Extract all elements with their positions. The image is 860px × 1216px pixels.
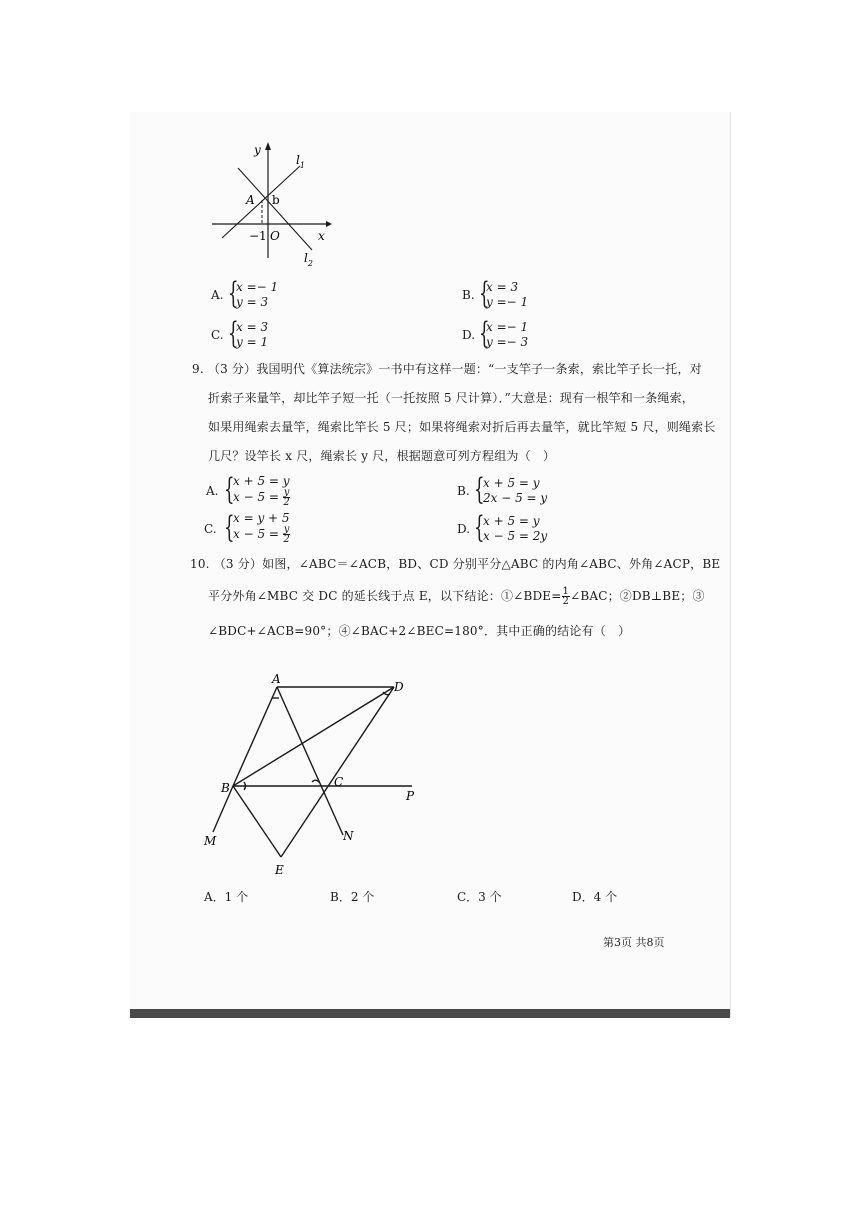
q10-choice-c[interactable]: C．3 个 [457, 890, 502, 904]
q9-option-a-brace: { [224, 472, 235, 507]
q9-option-a-eq2: x − 5 = $\frac{y}{2}$ [233, 487, 290, 508]
q10-choice-d[interactable]: D．4 个 [572, 890, 618, 904]
q8-option-a-letter[interactable]: A. [211, 288, 224, 302]
q8-option-c-letter[interactable]: C. [211, 328, 224, 342]
q9-option-c-eq2: x − 5 = $\frac{y}{2}$ [233, 524, 290, 545]
q8-x-axis-label: x [318, 229, 325, 243]
q8-option-c-eq1: x = 3 [236, 320, 269, 334]
q8-option-a-brace: { [228, 276, 239, 311]
q9-option-d-eq1: x + 5 = y [483, 514, 540, 528]
q8-option-b-eq2: y =− 1 [486, 295, 529, 309]
q10-text-line-2: 平分外角∠MBC 交 DC 的延长线于点 E，以下结论：①∠BDE= $\frac{1}{2}$ ∠BAC；②DB⊥BE；③ [208, 586, 705, 607]
q8-origin-label: O [270, 229, 280, 243]
q8-option-b-brace: { [479, 276, 490, 311]
q10-label-n: N [343, 829, 354, 843]
q9-option-d-letter[interactable]: D. [457, 522, 471, 536]
q8-l1-label: $l_1$ [296, 153, 305, 170]
q9-option-b-eq2: 2x − 5 = y [483, 491, 548, 505]
q9-option-a-eq1: x + 5 = y [233, 474, 290, 488]
q9-text-line-2: 折索子来量竿，却比竿子短一托（一托按照 5 尺计算）．”大意是：现有一根竿和一条绳索， [208, 391, 695, 405]
q9-text-line-4: 几尺？设竿长 x 尺，绳索长 y 尺，根据题意可列方程组为（ ） [208, 449, 556, 463]
q10-label-c: C [334, 775, 344, 789]
q9-text-line-3: 如果用绳索去量竿，绳索比竿长 5 尺；如果将绳索对折后再去量竿，就比竿短 5 尺，则绳索长 [208, 420, 716, 434]
q8-point-b-label: b [272, 193, 280, 207]
q9-option-b-letter[interactable]: B. [457, 484, 470, 498]
q10-geometry-figure [200, 670, 425, 880]
q10-label-e: E [275, 863, 284, 877]
q10-label-p: P [406, 789, 415, 803]
q9-option-c-eq1: x = y + 5 [233, 511, 290, 525]
page-bottom-divider [130, 1009, 730, 1018]
q9-text-line-1: 9. （3 分）我国明代《算法统宗》一书中有这样一题：“一支竿子一条索，索比竿子长一托，对 [192, 362, 702, 376]
q8-l2-label: $l_2$ [304, 251, 313, 268]
q8-option-d-brace: { [479, 316, 490, 351]
q10-label-a: A [272, 672, 281, 686]
q10-choice-b[interactable]: B．2 个 [330, 890, 375, 904]
q8-option-b-eq1: x = 3 [486, 280, 519, 294]
q8-option-d-eq1: x =− 1 [486, 320, 529, 334]
q10-text-line-1: 10. （3 分）如图，∠ABC＝∠ACB，BD、CD 分别平分△ABC 的内角∠ABC、外角∠ACP，BE [190, 557, 721, 571]
q8-option-b-letter[interactable]: B. [462, 288, 475, 302]
q8-option-d-letter[interactable]: D. [462, 328, 476, 342]
q10-choice-a[interactable]: A．1 个 [204, 890, 249, 904]
q8-option-c-eq2: y = 1 [236, 335, 269, 349]
page-number: 第3页 共8页 [603, 936, 665, 949]
q8-neg1-label: −1 [249, 229, 267, 243]
q10-label-m: M [204, 834, 217, 848]
q8-option-a-eq2: y = 3 [236, 295, 269, 309]
q10-text-line-3: ∠BDC+∠ACB=90°；④∠BAC+2∠BEC=180°．其中正确的结论有（ ） [208, 624, 631, 638]
q9-option-d-brace: { [474, 510, 485, 545]
q9-option-b-brace: { [474, 472, 485, 507]
q8-coordinate-graph [200, 138, 340, 273]
q9-option-a-letter[interactable]: A. [206, 484, 219, 498]
q8-y-axis-label: y [254, 143, 261, 157]
q10-label-d: D [394, 680, 404, 694]
q9-option-d-eq2: x − 5 = 2y [483, 529, 548, 543]
q8-option-d-eq2: y =− 3 [486, 335, 529, 349]
q8-option-c-brace: { [228, 316, 239, 351]
q8-point-a-label: A [246, 193, 255, 207]
q8-option-a-eq1: x =− 1 [236, 280, 279, 294]
q9-option-b-eq1: x + 5 = y [483, 476, 540, 490]
q10-label-b: B [221, 781, 230, 795]
q9-option-c-letter[interactable]: C. [204, 522, 217, 536]
q9-option-c-brace: { [224, 510, 235, 545]
